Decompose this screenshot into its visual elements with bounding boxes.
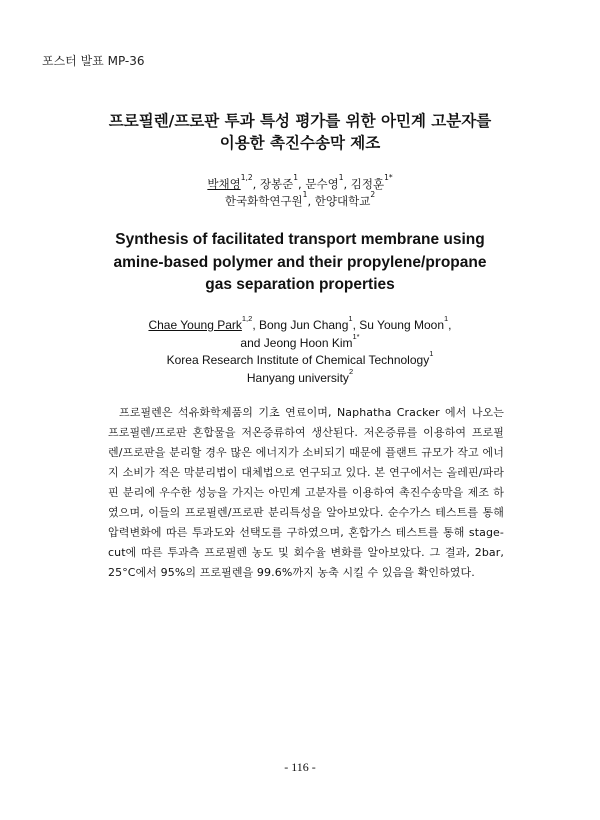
korean-affiliations: 한국화학연구원$^1$, 한양대학교$^2$ (224, 190, 376, 208)
korean-authors (0, 173, 600, 210)
en-affiliation-1-sup: 1 (429, 349, 434, 358)
english-author-list-2 (0, 331, 600, 353)
en-affiliation-2-line (0, 366, 600, 388)
author-1: 박채영 (207, 177, 241, 191)
english-author-list-1: Chae Young Park$^{1,2}$, Bong Jun Chang$^1$, Su Young Moon$^1$, (148, 314, 452, 332)
english-title-line-2: amine-based polymer and their propylene/propane (113, 253, 487, 271)
affiliation-2: 한양대학교 (314, 194, 371, 208)
en-affiliation-2-sup: 2 (348, 366, 354, 376)
en-affiliation-2: Hanyang university (246, 370, 349, 385)
korean-author-list: 박채영$^{1,2}$, 장봉준$^1$, 문수영$^1$, 김정훈$^{1*}$ (207, 173, 393, 191)
en-author-3-sup: 1 (444, 314, 449, 323)
en-author-2: Bong Jun Chang (259, 318, 349, 332)
en-author-1: Chae Young Park (148, 318, 242, 332)
en-author-4: Jeong Hoon Kim (263, 335, 353, 350)
author-4: 김정훈 (350, 177, 385, 191)
en-affiliation-1-line (0, 349, 600, 370)
author-4-sup: 1* (384, 173, 393, 182)
abstract-text: 프로필렌은 석유화학제품의 기초 연료이며, Naphatha Cracker 에서 나오는 프로필렌/프로판 혼합물을 저온증류하여 생산된다. 저온증류를 이용하여 프로필렌/프로판을 분리할 경우 많은 에너지가 소비되기 때문에 플랜트 규모가 작고 에너지 소비가 적은 막분리법이 대체법으로 연구되고 있다. 본 연구에서는 올레핀/파라핀 분리에 우수한 성능을 가지는 아민계 고분자를 이용하여 촉진수송막을 제조 하였으며, 이들의 프로필렌/프로판 분리특성을 알아보았다. 순수가스 테스트를 통해 압력변화에 따른 투과도와 선택도를 구하였으며, 혼합가스 테스트를 통해 stage-cut에 따른 투과측 프로필렌 농도 및 회수율 변화를 알아보았다. 그 결과, 2bar, 25°C에서 95%의 프로필렌을 99.6%까지 농축 시킬 수 있음을 확인하였다. (108, 406, 504, 579)
en-author-4-sup: 1* (352, 331, 360, 341)
english-title-line-3: gas separation properties (205, 276, 395, 293)
author-3-sup: 1 (338, 173, 344, 182)
author-3: 문수영 (305, 177, 339, 191)
korean-title (0, 110, 600, 154)
english-title-line-1: Synthesis of facilitated transport membrane using (115, 231, 485, 248)
en-author-3: Su Young Moon (359, 318, 444, 332)
en-affiliation-1: Korea Research Institute of Chemical Technology (166, 353, 430, 367)
author-1-sup: 1,2 (240, 173, 253, 182)
page-number: - 116 - (284, 760, 316, 774)
page-header: 포스터 발표 MP-36 (42, 54, 145, 68)
en-author-4-prefix: and (240, 335, 261, 350)
author-2-sup: 1 (293, 173, 299, 182)
affiliation-1: 한국화학연구원 (224, 194, 303, 208)
english-authors (0, 314, 600, 387)
korean-title-line-2: 이용한 촉진수송막 제조 (219, 134, 381, 152)
en-author-2-sup: 1 (348, 314, 353, 323)
english-title (0, 229, 600, 297)
en-author-1-sup: 1,2 (241, 314, 253, 323)
abstract (108, 403, 504, 583)
affiliation-1-sup: 1 (302, 190, 308, 199)
korean-title-line-1: 프로필렌/프로판 투과 특성 평가를 위한 아민계 고분자를 (108, 112, 492, 130)
affiliation-2-sup: 2 (370, 190, 376, 199)
author-2: 장봉준 (259, 177, 294, 191)
